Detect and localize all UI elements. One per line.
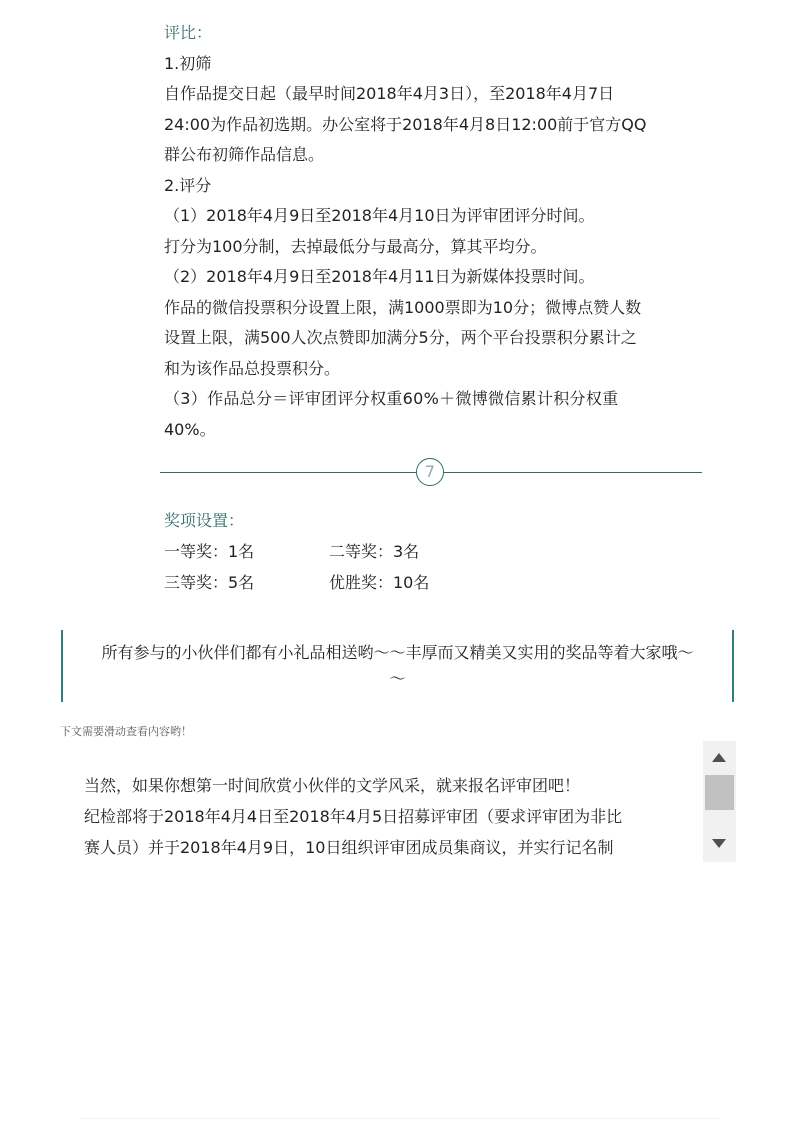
award-row [164, 536, 704, 567]
section-divider [160, 458, 702, 488]
award-item: 二等奖：3名 [329, 542, 420, 561]
evaluation-line: 40%。 [164, 419, 216, 439]
bottom-divider [80, 1118, 720, 1119]
scrollbar-thumb[interactable] [705, 775, 734, 810]
awards-section [164, 505, 704, 598]
callout-line: ～ [389, 669, 406, 688]
evaluation-line: 自作品提交日起（最早时间2018年4月3日），至2018年4月7日 [164, 84, 615, 103]
vertical-scrollbar[interactable] [703, 741, 736, 862]
evaluation-heading: 评比： [164, 23, 213, 42]
scroll-up-arrow-icon[interactable] [712, 753, 726, 762]
evaluation-line: 打分为100分制，去掉最低分与最高分，算其平均分。 [164, 236, 547, 256]
scroll-hint: 下文需要滑动查看内容哟！ [60, 725, 192, 738]
section-number-badge: 7 [416, 458, 444, 486]
evaluation-line: 设置上限，满500人次点赞即加满分5分，两个平台投票积分累计之 [164, 328, 637, 347]
scrollable-content[interactable] [84, 770, 704, 865]
callout-line: 所有参与的小伙伴们都有小礼品相送哟～～丰厚而又精美又实用的奖品等着大家哦～ [101, 643, 694, 662]
award-item: 优胜奖：10名 [329, 573, 430, 592]
scroll-content-line: 纪检部将于2018年4月4日至2018年4月5日招募评审团（要求评审团为非比 [84, 807, 623, 826]
evaluation-line: （1）2018年4月9日至2018年4月10日为评审团评分时间。 [164, 206, 595, 225]
award-row [164, 567, 704, 598]
award-item: 三等奖：5名 [164, 573, 255, 592]
evaluation-line: 作品的微信投票积分设置上限，满1000票即为10分；微博点赞人数 [164, 297, 642, 317]
evaluation-line: 1.初筛 [164, 53, 212, 73]
evaluation-line: 2.评分 [164, 175, 212, 195]
scroll-content-line: 当然，如果你想第一时间欣赏小伙伴的文学风采，就来报名评审团吧！ [84, 776, 581, 795]
evaluation-section [164, 18, 704, 445]
award-item: 一等奖：1名 [164, 542, 255, 561]
evaluation-line: 群公布初筛作品信息。 [164, 145, 325, 164]
scroll-down-arrow-icon[interactable] [712, 839, 726, 848]
evaluation-line: 24:00为作品初选期。办公室将于2018年4月8日12:00前于官方QQ [164, 114, 647, 134]
evaluation-line: （3）作品总分＝评审团评分权重60%＋微博微信累计积分权重 [164, 389, 619, 408]
awards-heading: 奖项设置： [164, 511, 245, 530]
evaluation-line: （2）2018年4月9日至2018年4月11日为新媒体投票时间。 [164, 267, 595, 286]
scroll-content-line: 赛人员）并于2018年4月9日，10日组织评审团成员集商议，并实行记名制 [84, 838, 614, 857]
evaluation-line: 和为该作品总投票积分。 [164, 358, 341, 378]
gift-callout [61, 630, 734, 702]
